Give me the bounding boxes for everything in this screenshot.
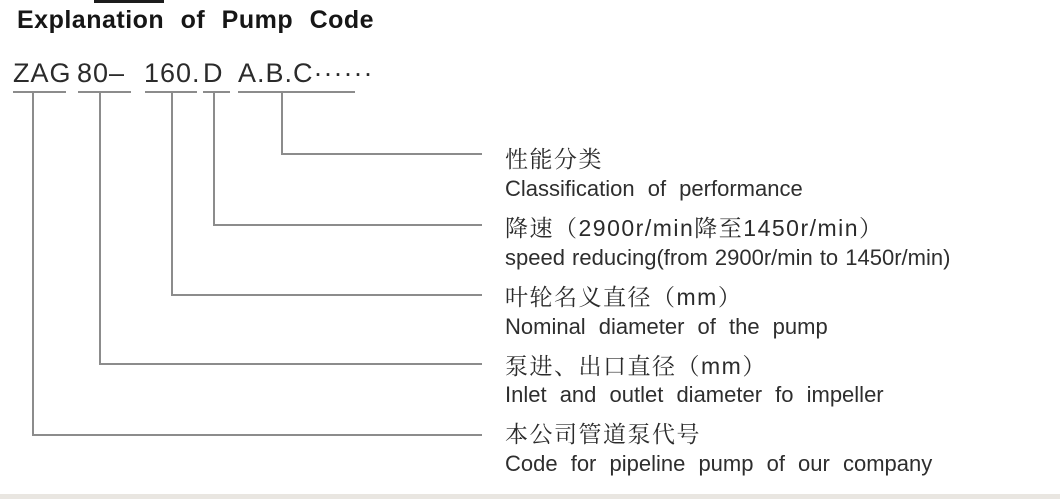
label-zh-performance: 性能分类 — [505, 146, 603, 172]
code-segment-abc: A.B.C······ — [238, 58, 374, 88]
connector-zag — [32, 92, 482, 436]
label-en-nominal-diameter: Nominal diameter of the pump — [505, 314, 828, 339]
top-scan-artifact — [94, 0, 164, 3]
label-zh-company-code: 本公司管道泵代号 — [505, 421, 701, 447]
label-zh-speed-reducing: 降速（2900r/min降至1450r/min） — [505, 215, 884, 241]
label-en-company-code: Code for pipeline pump of our company — [505, 451, 933, 476]
code-segment-zag: ZAG — [13, 58, 72, 88]
bottom-scan-strip — [0, 494, 1060, 499]
code-segment-160: 160. — [144, 58, 201, 88]
code-segment-80: 80– — [77, 58, 126, 88]
label-en-performance: Classification of performance — [505, 176, 803, 201]
page-title: Explanation of Pump Code — [17, 6, 375, 34]
label-zh-nominal-diameter: 叶轮名义直径（mm） — [505, 284, 743, 310]
label-en-speed-reducing: speed reducing(from 2900r/min to 1450r/min) — [505, 245, 951, 270]
label-en-inlet-outlet: Inlet and outlet diameter fo impeller — [505, 382, 884, 407]
label-zh-inlet-outlet: 泵进、出口直径（mm） — [505, 353, 767, 379]
code-segment-d: D — [203, 58, 224, 88]
